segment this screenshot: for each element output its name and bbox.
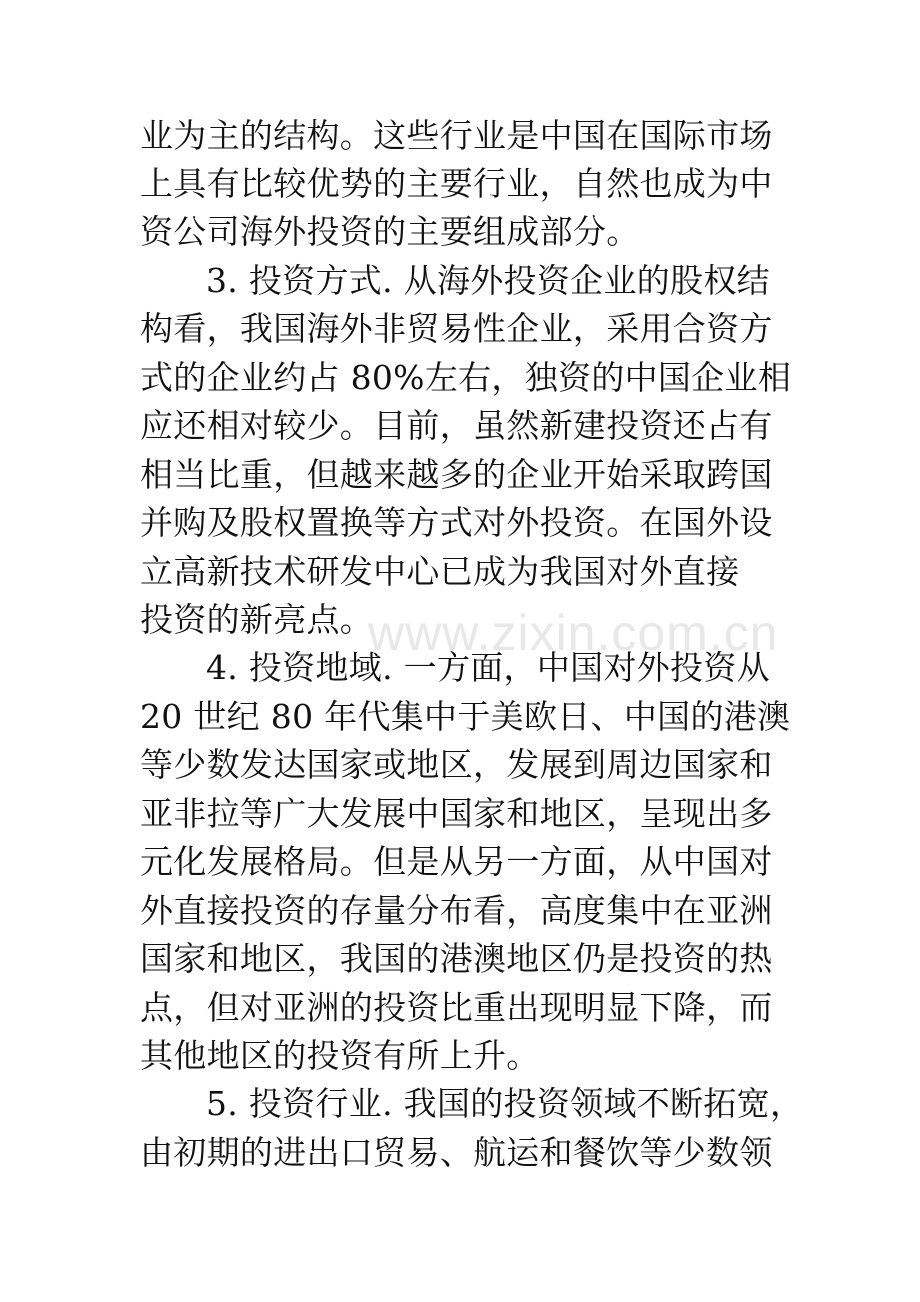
paragraph-3-first-line: 3. 投资方式. 从海外投资企业的股权结 <box>206 261 770 300</box>
text-line: 资公司海外投资的主要组成部分。 <box>140 212 640 251</box>
text-line: 元化发展格局。但是从另一方面，从中国对 <box>140 842 773 881</box>
text-line: 等少数发达国家或地区，发展到周边国家和 <box>140 745 773 784</box>
text-line: 构看，我国海外非贸易性企业，采用合资方 <box>140 309 773 348</box>
text-line: 国家和地区，我国的港澳地区仍是投资的热 <box>140 939 773 978</box>
text-line: 式的企业约占 80%左右，独资的中国企业相 <box>140 358 792 397</box>
text-line: 业为主的结构。这些行业是中国在国际市场 <box>140 116 773 155</box>
watermark: www.zixin.com.cn <box>368 605 779 661</box>
text-line: 应还相对较少。目前，虽然新建投资还占有 <box>140 406 773 445</box>
text-line: 20 世纪 80 年代集中于美欧日、中国的港澳 <box>140 697 791 736</box>
text-line: 点，但对亚洲的投资比重出现明显下降，而 <box>140 988 773 1027</box>
text-line: 相当比重，但越来越多的企业开始采取跨国 <box>140 455 773 494</box>
text-line: 其他地区的投资有所上升。 <box>140 1036 540 1075</box>
paragraph-4-first-line: 4. 投资地域. 一方面，中国对外投资从 <box>206 648 770 687</box>
text-line: 立高新技术研发中心已成为我国对外直接 <box>140 552 740 591</box>
paragraph-5-first-line: 5. 投资行业. 我国的投资领域不断拓宽， <box>206 1084 804 1123</box>
text-line: 上具有比较优势的主要行业，自然也成为中 <box>140 164 773 203</box>
text-line: 投资的新亮点。 <box>140 600 374 639</box>
text-line: 亚非拉等广大发展中国家和地区，呈现出多 <box>140 794 773 833</box>
text-line: 并购及股权置换等方式对外投资。在国外设 <box>140 503 773 542</box>
text-line: 由初期的进出口贸易、航运和餐饮等少数领 <box>140 1133 773 1172</box>
text-line: 外直接投资的存量分布看，高度集中在亚洲 <box>140 891 773 930</box>
